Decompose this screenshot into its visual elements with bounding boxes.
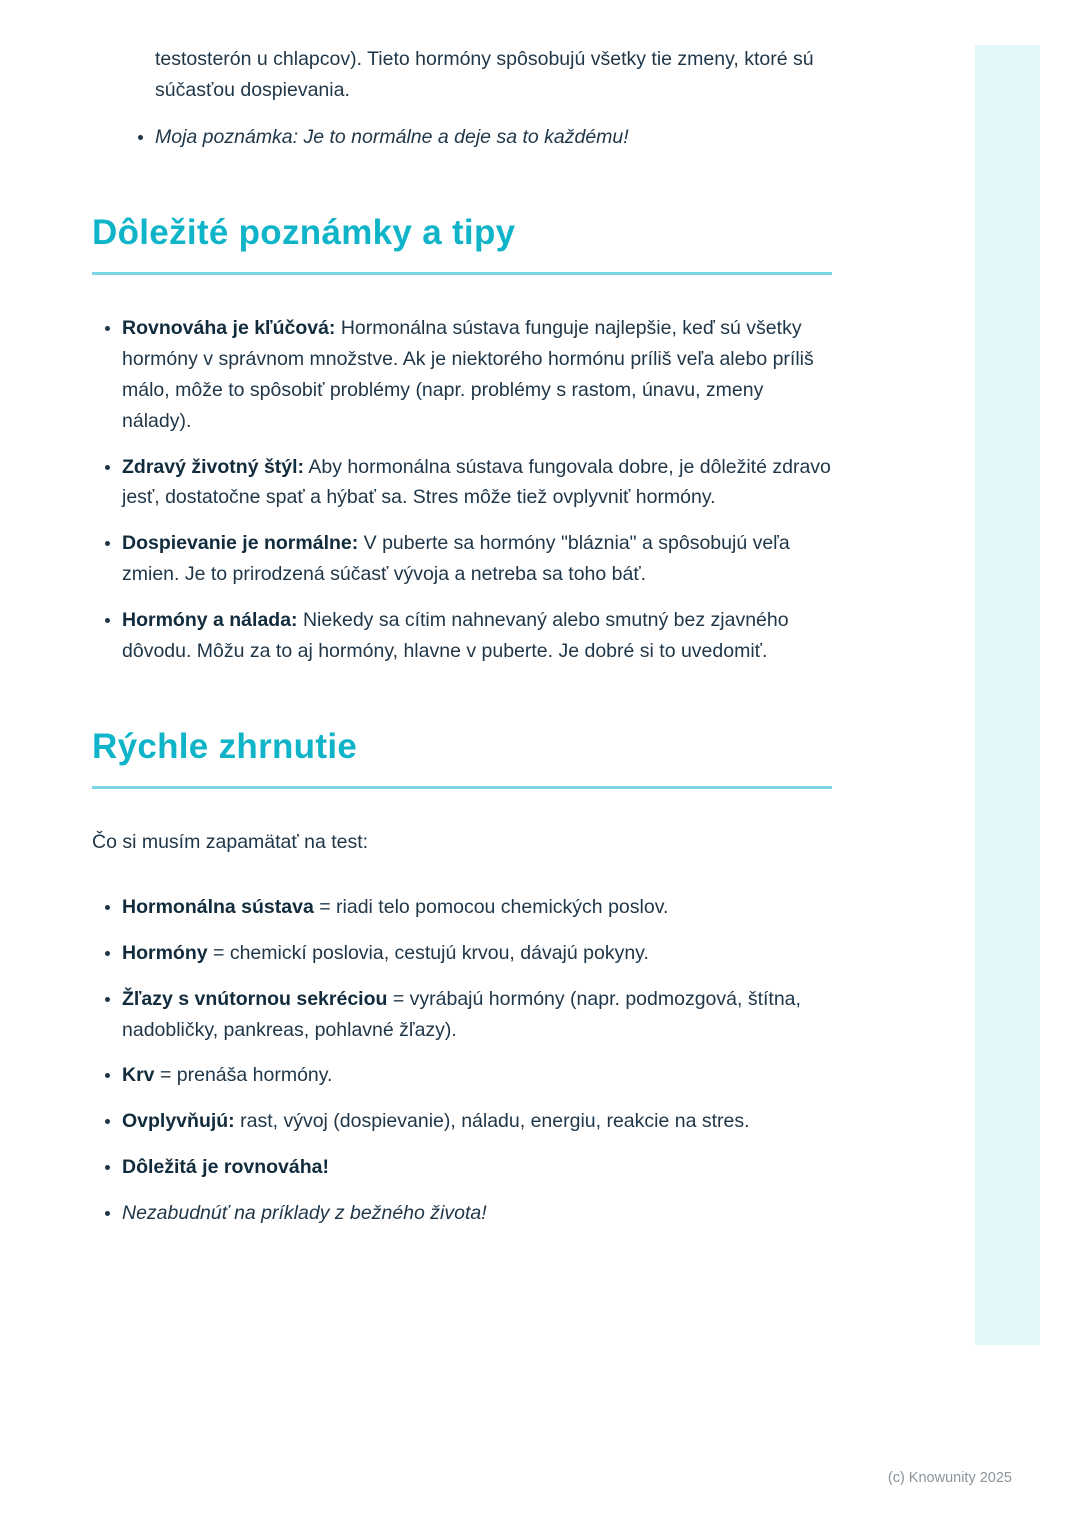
page-content xyxy=(92,0,832,1229)
bullet-lead: Dospievanie je normálne: xyxy=(122,532,359,555)
bullet-text: = prenáša hormóny. xyxy=(154,1064,333,1087)
bullet-text: Nezabudnúť na príklady z bežného života! xyxy=(122,1201,487,1224)
bullet-lead: Dôležitá je rovnováha! xyxy=(122,1155,329,1178)
bullet-lead: Zdravý životný štýl: xyxy=(122,455,305,478)
continuation-text-body: testosterón u chlapcov). Tieto hormóny spôsobujú všetky tie zmeny, ktoré sú súčasťou dospievania. xyxy=(155,48,814,101)
quick-summary-list xyxy=(92,892,832,1228)
continuation-text xyxy=(155,44,832,106)
bullet-text: Niekedy sa cítim nahnevaný alebo smutný bez zjavného dôvodu. Môžu za to aj hormóny, hlavne v puberte. Je dobré si to uvedomiť. xyxy=(122,608,789,662)
bullet-item xyxy=(122,1152,832,1183)
bullet-item xyxy=(122,1060,832,1091)
bullet-item xyxy=(122,313,832,436)
bullet-item xyxy=(122,984,832,1046)
section-title-quick-summary: Rýchle zhrnutie xyxy=(92,727,358,767)
bullet-lead: Krv xyxy=(122,1064,155,1087)
bullet-text: V puberte sa hormóny "bláznia" a spôsobujú veľa zmien. Je to prirodzená súčasť vývoja a netreba sa toho báť. xyxy=(122,532,790,585)
section-rule xyxy=(92,272,832,275)
bullet-text: = vyrábajú hormóny (napr. podmozgová, štítna, nadobličky, pankreas, pohlavné žľazy). xyxy=(122,987,801,1041)
bullet-item xyxy=(122,452,832,514)
footer-copyright: (c) Knowunity 2025 xyxy=(887,1470,1012,1486)
bullet-text: = chemickí poslovia, cestujú krvou, dávajú pokyny. xyxy=(207,941,649,964)
summary-intro: Čo si musím zapamätať na test: xyxy=(92,831,369,854)
bullet-lead: Ovplyvňujú: xyxy=(122,1110,235,1133)
notes-tips-list xyxy=(92,313,832,666)
section-rule xyxy=(92,786,832,789)
bullet-text: = riadi telo pomocou chemických poslov. xyxy=(313,896,669,919)
intro-list xyxy=(92,44,832,152)
bullet-text: Hormonálna sústava funguje najlepšie, keď sú všetky hormóny v správnom množstve. Ak je niektorého hormónu príliš veľa alebo príliš málo, môže to spôsobiť problémy (napr. problémy s rastom, únavu, zmeny nálady). xyxy=(122,317,814,432)
bullet-item xyxy=(122,938,832,969)
personal-note-text: Moja poznámka: Je to normálne a deje sa to každému! xyxy=(155,125,629,148)
decorative-side-bar xyxy=(975,45,1040,1345)
bullet-text: Aby hormonálna sústava fungovala dobre, je dôležité zdravo jesť, dostatočne spať a hýbať sa. Stres môže tiež ovplyvniť hormóny. xyxy=(122,455,831,509)
bullet-item xyxy=(122,1106,832,1137)
section-title-notes-tips: Dôležité poznámky a tipy xyxy=(92,213,516,253)
bullet-item xyxy=(122,892,832,923)
bullet-lead: Rovnováha je kľúčová: xyxy=(122,317,336,340)
bullet-lead: Hormonálna sústava xyxy=(122,896,314,919)
bullet-text: rast, vývoj (dospievanie), náladu, energiu, reakcie na stres. xyxy=(234,1110,750,1133)
bullet-item xyxy=(122,528,832,590)
personal-note-item xyxy=(155,122,832,153)
bullet-lead: Žľazy s vnútornou sekréciou xyxy=(122,987,388,1010)
bullet-lead: Hormóny a nálada: xyxy=(122,608,298,631)
bullet-item xyxy=(122,605,832,667)
bullet-lead: Hormóny xyxy=(122,941,208,964)
bullet-item xyxy=(122,1198,832,1229)
